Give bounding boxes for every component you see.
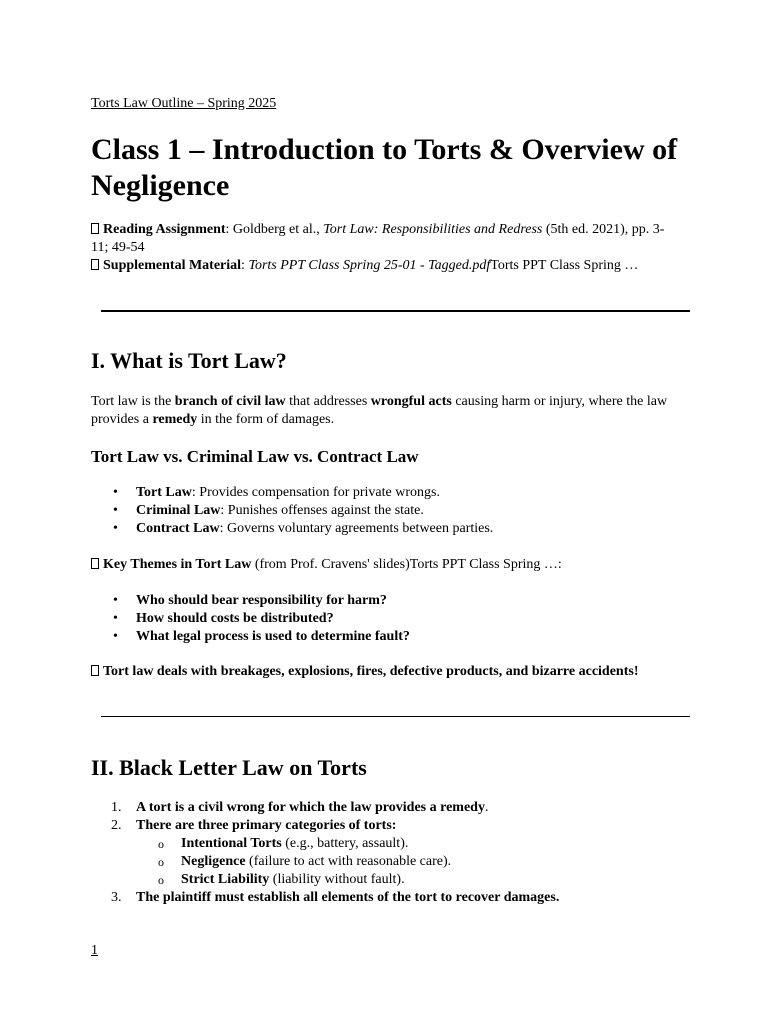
list-item <box>91 592 691 610</box>
category-desc: (liability without fault). <box>269 872 405 887</box>
list-item <box>136 871 691 889</box>
tort-categories-list <box>136 835 691 889</box>
list-item <box>91 799 691 817</box>
circle-bullet-icon: o <box>158 837 164 851</box>
bullet-icon: • <box>113 629 118 644</box>
document-header: Torts Law Outline – Spring 2025 <box>91 96 277 111</box>
category-term: Negligence <box>181 854 246 869</box>
definition-text: causing harm or injury, where the law provides a <box>91 394 668 427</box>
horizontal-rule <box>101 310 690 312</box>
theme-question: How should costs be distributed? <box>136 611 334 626</box>
list-item-text: There are three primary categories of torts: <box>136 818 397 833</box>
supplemental-label: Supplemental Material <box>103 258 242 273</box>
page-number: 1 <box>91 943 98 958</box>
bullet-icon: • <box>113 611 118 626</box>
definition-text: that addresses <box>285 394 371 409</box>
list-item-desc: : Punishes offenses against the state. <box>220 503 424 518</box>
tort-note-text: Tort law deals with breakages, explosions, fires, defective products, and bizarre accidents! <box>103 664 639 679</box>
bullet-icon: • <box>113 503 118 518</box>
definition-text: Tort law is the <box>91 394 175 409</box>
definition-bold: wrongful acts <box>370 394 452 409</box>
list-item <box>91 889 691 907</box>
bullet-icon: • <box>113 521 118 536</box>
item-number: 2. <box>111 818 122 833</box>
themes-list <box>91 592 691 646</box>
placeholder-box-icon <box>91 259 99 270</box>
horizontal-rule <box>101 716 690 717</box>
list-item-text: The plaintiff must establish all elements of the tort to recover damages. <box>136 890 560 905</box>
category-term: Intentional Torts <box>181 836 282 851</box>
circle-bullet-icon: o <box>158 873 164 887</box>
definition-bold: remedy <box>152 412 198 427</box>
comparison-heading: Tort Law vs. Criminal Law vs. Contract Law <box>91 447 419 466</box>
list-item-desc: : Provides compensation for private wrongs. <box>191 485 440 500</box>
assignment-block <box>91 221 681 275</box>
supplemental-colon: : <box>241 258 249 273</box>
page-title: Class 1 – Introduction to Torts & Overview of Negligence <box>91 133 678 202</box>
placeholder-box-icon <box>91 665 99 676</box>
list-item <box>91 502 691 520</box>
bullet-icon: • <box>113 593 118 608</box>
list-item-term: Contract Law <box>136 521 220 536</box>
black-letter-list <box>91 799 691 907</box>
tort-definition <box>91 393 681 429</box>
bullet-icon: • <box>113 485 118 500</box>
key-themes-label: Key Themes in Tort Law <box>103 557 252 572</box>
category-desc: (failure to act with reasonable care). <box>245 854 452 869</box>
reading-book: Tort Law: Responsibilities and Redress <box>323 222 543 237</box>
item-number: 1. <box>111 800 122 815</box>
list-item-term: Criminal Law <box>136 503 221 518</box>
definition-bold: branch of civil law <box>174 394 286 409</box>
section-heading-2: II. Black Letter Law on Torts <box>91 755 367 780</box>
list-item <box>91 484 691 502</box>
circle-bullet-icon: o <box>158 855 164 869</box>
key-themes-line <box>91 556 681 574</box>
reading-text: : Goldberg et al., <box>225 222 324 237</box>
supplemental-source: Torts PPT Class Spring … <box>490 258 639 273</box>
item-number: 3. <box>111 890 122 905</box>
placeholder-box-icon <box>91 223 99 234</box>
theme-question: Who should bear responsibility for harm? <box>136 593 387 608</box>
definition-text: in the form of damages. <box>197 412 335 427</box>
theme-question: What legal process is used to determine fault? <box>136 629 410 644</box>
supplemental-file: Torts PPT Class Spring 25-01 - Tagged.pdf <box>248 258 491 273</box>
list-item <box>136 835 691 853</box>
list-item <box>91 520 691 538</box>
section-heading-1: I. What is Tort Law? <box>91 348 287 373</box>
category-term: Strict Liability <box>181 872 270 887</box>
list-item <box>136 853 691 871</box>
reading-pages: (5th ed. 2021), pp. 3-11; 49-54 <box>91 222 665 255</box>
list-item-desc: : Governs voluntary agreements between parties. <box>219 521 494 536</box>
list-item <box>91 628 691 646</box>
key-themes-source: (from Prof. Cravens' slides)Torts PPT Class Spring …: <box>251 557 562 572</box>
list-item-text: A tort is a civil wrong for which the law provides a remedy <box>136 800 485 815</box>
list-item <box>91 610 691 628</box>
list-item-term: Tort Law <box>136 485 192 500</box>
placeholder-box-icon <box>91 558 99 569</box>
category-desc: (e.g., battery, assault). <box>281 836 409 851</box>
reading-label: Reading Assignment <box>103 222 226 237</box>
tort-note <box>91 663 681 681</box>
comparison-list <box>91 484 691 538</box>
list-item <box>91 817 691 889</box>
list-item-tail: . <box>484 800 489 815</box>
